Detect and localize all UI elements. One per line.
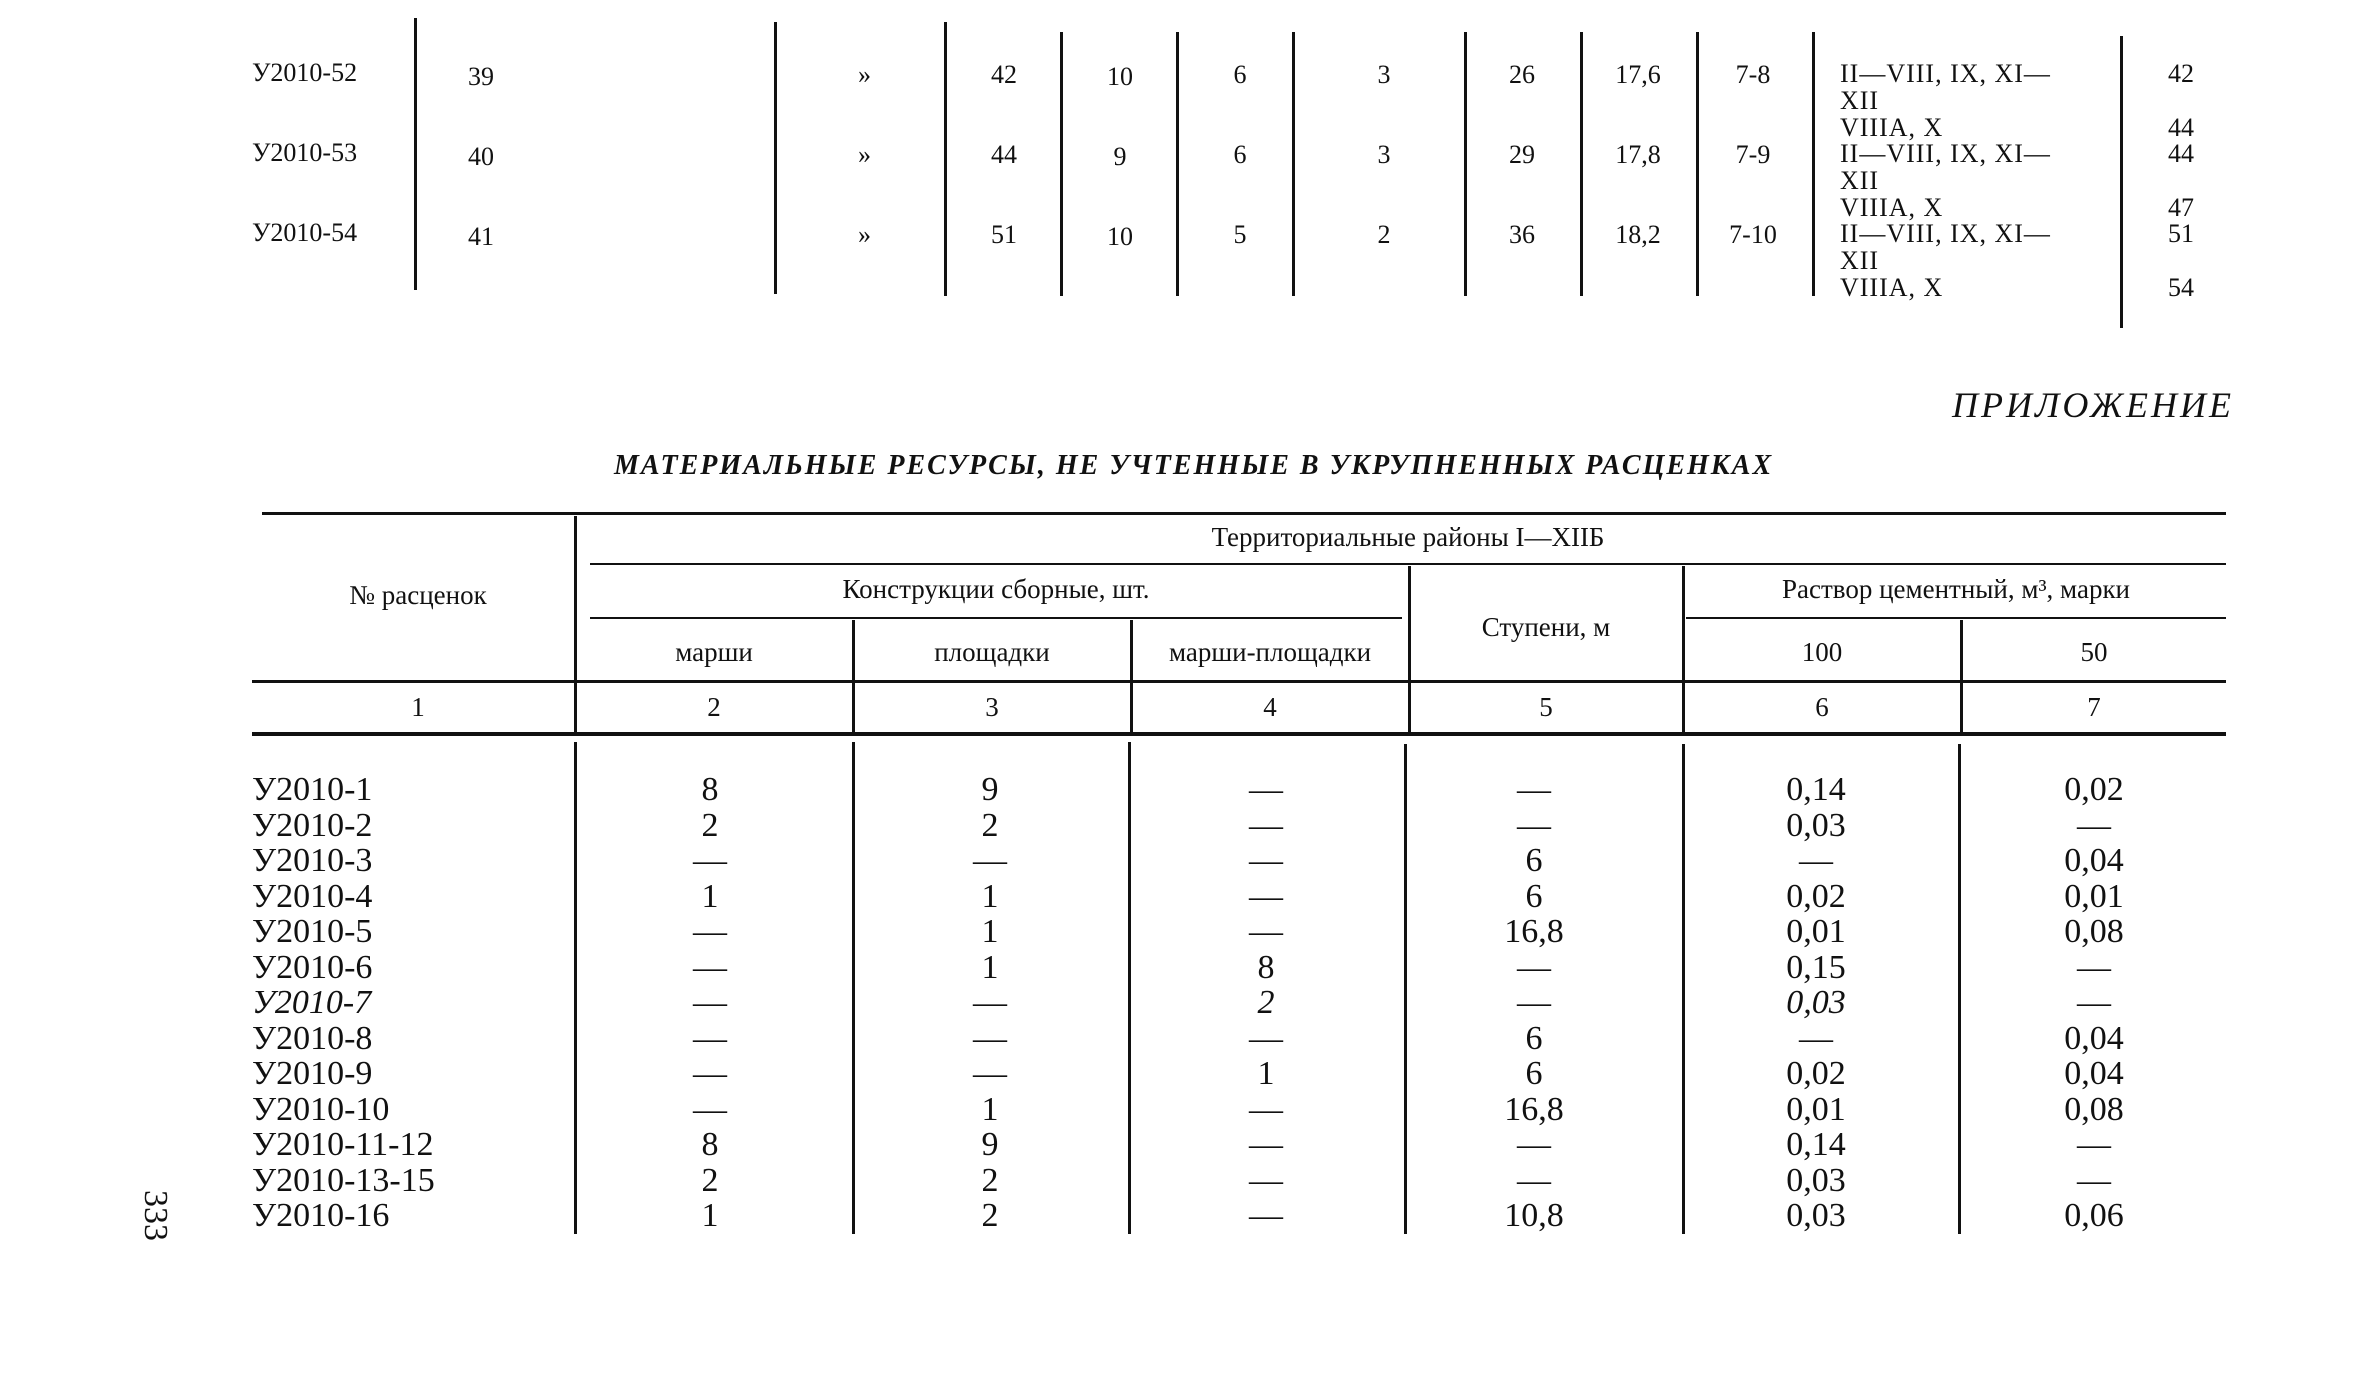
rate-code: У2010-6	[252, 948, 373, 986]
table-cell: —	[973, 1055, 1007, 1092]
table-cell: 0,02	[1786, 877, 1846, 915]
table-cell: —	[1517, 948, 1551, 986]
cell-value: 9	[1113, 142, 1127, 171]
table-cell: —	[1517, 771, 1551, 808]
table-cell: —	[693, 913, 727, 950]
cell-value: 7-8	[1735, 60, 1771, 89]
top-table-rule	[944, 22, 947, 296]
cell-value: 54	[2168, 273, 2194, 302]
top-table-rule	[2120, 36, 2123, 328]
rate-code: У2010-54	[252, 218, 358, 247]
table-cell: 1	[981, 1090, 999, 1128]
regions-list: II—VIII, IX, XI— XII VIIIA, X	[1840, 139, 2051, 222]
marshi-column	[600, 772, 820, 1234]
rate-code: У2010-5	[252, 913, 373, 950]
cell-value: 42	[2168, 59, 2194, 88]
cell-value: 41	[468, 222, 494, 251]
table-cell: 2	[981, 1161, 999, 1199]
table-cell: 2	[701, 1161, 719, 1199]
cell-value: 10	[1107, 222, 1133, 251]
rate-code: У2010-8	[252, 1019, 373, 1057]
header-grade-50: 50	[2080, 637, 2108, 667]
table-title: МАТЕРИАЛЬНЫЕ РЕСУРСЫ, НЕ УЧТЕННЫЕ В УКРУПНЕННЫХ РАСЦЕНКАХ	[614, 450, 1774, 481]
table-rule	[590, 563, 2226, 565]
cell-value: 17,8	[1615, 140, 1661, 169]
table-cell: —	[2077, 806, 2111, 844]
rate-code: У2010-2	[252, 806, 373, 844]
header-marshi: марши	[675, 637, 753, 667]
table-rule	[1958, 744, 1961, 1234]
table-rule	[262, 512, 2226, 515]
table-cell: —	[1249, 1019, 1283, 1057]
table-cell: —	[1799, 842, 1833, 879]
table-cell: —	[1517, 1126, 1551, 1163]
cell-value: 44	[2168, 113, 2194, 142]
top-table-rule	[414, 18, 417, 290]
table-cell: —	[2077, 984, 2111, 1021]
table-rule	[252, 732, 2226, 736]
table-cell: 1	[981, 948, 999, 986]
table-cell: 0,08	[2064, 913, 2124, 950]
table-rule	[1128, 742, 1131, 1234]
appendix-label: ПРИЛОЖЕНИЕ	[1952, 385, 2234, 425]
cell-value: 51	[2168, 219, 2194, 248]
table-cell: 0,04	[2064, 1019, 2124, 1057]
table-cell: 1	[701, 877, 719, 915]
table-cell: 2	[1257, 984, 1275, 1021]
column-number: 1	[411, 692, 425, 722]
table-cell: —	[693, 1055, 727, 1092]
table-cell: —	[973, 1019, 1007, 1057]
cell-value: 7-10	[1729, 220, 1777, 249]
cell-value: 6	[1233, 140, 1247, 169]
cell-value: 3	[1377, 140, 1391, 169]
ditto-mark: »	[858, 140, 871, 169]
top-table-rule	[1464, 32, 1467, 296]
cell-value: 26	[1509, 60, 1535, 89]
rate-code: У2010-16	[252, 1197, 390, 1234]
rate-codes-column	[252, 772, 572, 1234]
ploshchadki-column	[880, 772, 1100, 1234]
table-cell: 0,03	[1786, 1197, 1846, 1234]
grade-50-column	[1994, 772, 2194, 1234]
column-number: 6	[1815, 692, 1829, 722]
header-grade-100: 100	[1801, 637, 1843, 667]
regions-list: II—VIII, IX, XI— XII VIIIA, X	[1840, 59, 2051, 142]
table-cell: —	[973, 984, 1007, 1021]
table-rule	[1404, 744, 1407, 1234]
column-number: 5	[1539, 692, 1553, 722]
table-cell: —	[2077, 948, 2111, 986]
table-cell: —	[1249, 1090, 1283, 1128]
cell-value: 6	[1233, 60, 1247, 89]
top-table-rule	[1696, 32, 1699, 296]
rate-code: У2010-10	[252, 1090, 390, 1128]
table-cell: 9	[981, 1126, 999, 1163]
table-cell: —	[1799, 1019, 1833, 1057]
table-cell: 8	[701, 1126, 719, 1163]
cell-value: 47	[2168, 193, 2194, 222]
table-cell: —	[1249, 771, 1283, 808]
rate-code: У2010-7	[252, 984, 372, 1021]
top-table-rule	[1580, 32, 1583, 296]
cell-value: 18,2	[1615, 220, 1661, 249]
table-cell: 8	[701, 771, 719, 808]
table-cell: 6	[1525, 877, 1543, 915]
column-number: 3	[985, 692, 999, 722]
column-number: 2	[707, 692, 721, 722]
cell-value: 51	[991, 220, 1017, 249]
table-cell: 8	[1257, 948, 1275, 986]
table-cell: 0,02	[1786, 1055, 1846, 1092]
table-cell: —	[1517, 984, 1551, 1021]
table-cell: —	[693, 842, 727, 879]
ditto-mark: »	[858, 60, 871, 89]
table-rule	[574, 742, 577, 1234]
table-cell: —	[973, 842, 1007, 879]
table-cell: —	[693, 984, 727, 1021]
header-ploshchadki: площадки	[934, 637, 1050, 667]
table-rule	[1682, 744, 1685, 1234]
column-number: 4	[1263, 692, 1277, 722]
table-rule	[590, 617, 1402, 619]
table-cell: —	[1249, 877, 1283, 915]
table-cell: 1	[981, 913, 999, 950]
top-table-rule	[1176, 32, 1179, 296]
table-rule	[1686, 617, 2226, 619]
header-marshi-ploshchadki: марши-площадки	[1168, 637, 1372, 667]
cell-value: 17,6	[1615, 60, 1661, 89]
rate-code: У2010-52	[252, 58, 358, 87]
table-cell: 0,03	[1786, 1161, 1846, 1199]
rate-code: У2010-3	[252, 842, 373, 879]
table-cell: 0,04	[2064, 842, 2124, 879]
table-cell: 0,04	[2064, 1055, 2124, 1092]
table-cell: —	[1517, 1161, 1551, 1199]
cell-value: 40	[468, 142, 494, 171]
table-cell: —	[2077, 1126, 2111, 1163]
page-number: 333	[137, 1190, 174, 1241]
table-cell: 0,03	[1786, 806, 1846, 844]
table-cell: 1	[1257, 1055, 1275, 1092]
table-cell: 16,8	[1504, 913, 1564, 950]
header-rates-no: № расценок	[349, 580, 487, 610]
table-cell: —	[693, 948, 727, 986]
top-table-rule	[774, 22, 777, 294]
cell-value: 44	[2168, 139, 2194, 168]
table-cell: 0,14	[1786, 771, 1846, 808]
table-cell: 6	[1525, 842, 1543, 879]
cell-value: 29	[1509, 140, 1535, 169]
header-rastvor: Раствор цементный, м³, марки	[1781, 574, 2131, 604]
cell-value: 42	[991, 60, 1017, 89]
table-cell: 16,8	[1504, 1090, 1564, 1128]
column-number: 7	[2087, 692, 2101, 722]
table-cell: 2	[981, 806, 999, 844]
rate-code: У2010-11-12	[252, 1126, 434, 1163]
table-cell: 1	[981, 877, 999, 915]
marshi-ploshchadki-column	[1156, 772, 1376, 1234]
table-cell: 1	[701, 1197, 719, 1234]
table-cell: —	[2077, 1161, 2111, 1199]
table-cell: 10,8	[1504, 1197, 1564, 1234]
table-rule	[852, 742, 855, 1234]
stupeni-column	[1434, 772, 1634, 1234]
table-cell: 0,01	[2064, 877, 2124, 915]
table-cell: —	[1249, 806, 1283, 844]
rate-code: У2010-9	[252, 1055, 373, 1092]
table-cell: —	[1249, 1197, 1283, 1234]
table-cell: 6	[1525, 1055, 1543, 1092]
table-cell: 0,08	[2064, 1090, 2124, 1128]
cell-value: 5	[1233, 220, 1247, 249]
table-cell: —	[1249, 913, 1283, 950]
ditto-mark: »	[858, 220, 871, 249]
rate-code: У2010-53	[252, 138, 358, 167]
table-cell: —	[1517, 806, 1551, 844]
cell-value: 7-9	[1735, 140, 1771, 169]
header-territorial: Территориальные районы I—XIIБ	[1211, 522, 1605, 552]
table-cell: 2	[981, 1197, 999, 1234]
top-table-rule	[1292, 32, 1295, 296]
cell-value: 39	[468, 62, 494, 91]
cell-value: 2	[1377, 220, 1391, 249]
table-cell: —	[693, 1090, 727, 1128]
cell-value: 44	[991, 140, 1017, 169]
header-stupeni: Ступени, м	[1481, 612, 1611, 642]
top-table-rule	[1812, 32, 1815, 296]
table-cell: —	[1249, 1126, 1283, 1163]
top-table-rule	[1060, 32, 1063, 296]
cell-value: 36	[1509, 220, 1535, 249]
table-cell: 0,15	[1786, 948, 1846, 986]
table-cell: —	[1249, 842, 1283, 879]
table-cell: 2	[701, 806, 719, 844]
table-cell: 0,14	[1786, 1126, 1846, 1163]
cell-value: 10	[1107, 62, 1133, 91]
table-cell: 0,02	[2064, 771, 2124, 808]
table-cell: 9	[981, 771, 999, 808]
grade-100-column	[1716, 772, 1916, 1234]
rate-code: У2010-1	[252, 771, 373, 808]
table-cell: 0,01	[1786, 1090, 1846, 1128]
rate-code: У2010-4	[252, 877, 373, 915]
regions-list: II—VIII, IX, XI— XII VIIIA, X	[1840, 219, 2051, 302]
table-cell: 0,06	[2064, 1197, 2124, 1234]
table-cell: 6	[1525, 1019, 1543, 1057]
cell-value: 3	[1377, 60, 1391, 89]
table-cell: —	[693, 1019, 727, 1057]
rate-code: У2010-13-15	[252, 1161, 435, 1199]
table-rule	[252, 680, 2226, 683]
table-cell: —	[1249, 1161, 1283, 1199]
header-constructions: Конструкции сборные, шт.	[842, 574, 1150, 604]
table-cell: 0,01	[1786, 913, 1846, 950]
table-cell: 0,03	[1786, 984, 1846, 1021]
